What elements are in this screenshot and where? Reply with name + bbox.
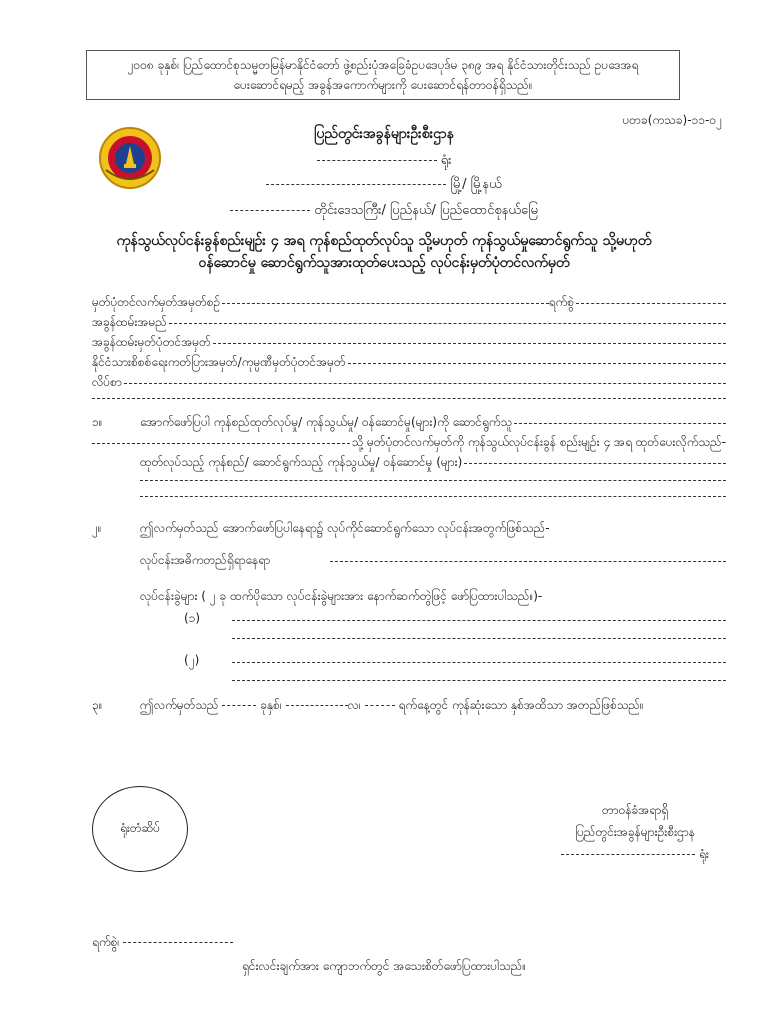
para1-text-3: ထုတ်လုပ်သည့် ကုန်စည်/ ဆောင်ရွက်သည့် ကုန်သွယ်မှု/ ဝန်ဆောင်မှု (များ)	[140, 455, 463, 469]
notice-line-1: ၂၀၀၈ ခုနှစ်၊ ပြည်ထောင်စုသမ္မတမြန်မာနိုင်ငံတော် ဖွဲ့စည်းပုံအခြေခံဥပဒေပုဒ်မ ၃၈၉ အရ နိုင်ငံသားတိုင်းသည် ဥပဒေအရ	[127, 58, 639, 72]
township-suffix: မြို့/ မြို့နယ်	[450, 177, 502, 192]
office-blank[interactable]	[317, 160, 437, 161]
day-blank[interactable]	[365, 705, 395, 706]
cert-no-row	[92, 294, 726, 312]
office-seal	[92, 786, 188, 872]
month-blank[interactable]	[286, 705, 348, 706]
para1-line1	[140, 414, 726, 432]
nrc-label: နိုင်ငံသားစိစစ်ရေးကတ်ပြားအမှတ်/ကုမ္ပဏီမှတ်ပုံတင်အမှတ်	[92, 355, 346, 369]
cert-no-label: မှတ်ပုံတင်လက်မှတ်အမှတ်စဉ်	[92, 295, 221, 309]
signature-department: ပြည်တွင်းအခွန်များဦးစီးဌာန	[575, 825, 695, 839]
region-blank[interactable]	[230, 210, 310, 211]
cert-no-blank[interactable]	[222, 303, 548, 304]
para1-blank-2[interactable]	[92, 443, 350, 444]
branch-2-blank-1[interactable]	[232, 662, 726, 663]
department-name: ပြည်တွင်းအခွန်များဦးစီးဌာန	[314, 126, 454, 142]
para1-line3	[140, 454, 726, 472]
main-location-blank[interactable]	[330, 561, 726, 562]
region-suffix: တိုင်းဒေသကြီး/ ပြည်နယ်/ ပြည်ထောင်စုနယ်မြေ	[314, 203, 538, 218]
para2-text-1: ဤလက်မှတ်သည် အောက်ဖော်ပြပါနေရာ၌ လုပ်ကိုင်ဆောင်ရွက်သော လုပ်ငန်းအတွက်ဖြစ်သည်-	[140, 521, 550, 535]
validity-year-suffix: ခုနှစ်၊	[260, 698, 282, 712]
officer-title: တာဝန်ခံအရာရှိ	[601, 803, 669, 817]
taxpayer-name-label: အခွန်ထမ်းအမည်	[92, 315, 167, 329]
address-blank-2[interactable]	[92, 398, 726, 399]
title-line-1: ကုန်သွယ်လုပ်ငန်းခွန်စည်းမျဉ်း ၄ အရ ကုန်စည်ထုတ်လုပ်သူ သို့မဟုတ် ကုန်သွယ်မှုဆောင်ရွက်သူ သို့မဟုတ်	[116, 233, 652, 249]
branches-label: လုပ်ငန်းခွဲများ ( ၂ ခု ထက်ပိုသော လုပ်ငန်းခွဲများအား နောက်ဆက်တွဲဖြင့် ဖော်ပြထားပါသည်။)-	[140, 589, 543, 603]
office-line	[0, 152, 768, 171]
branch-1-blank-2[interactable]	[232, 638, 726, 639]
para1-text-2: သို့ မှတ်ပုံတင်လက်မှတ်ကို ကုန်သွယ်လုပ်ငန်းခွန် စည်းမျဉ်း ၄ အရ ထုတ်ပေးလိုက်သည်-	[351, 435, 726, 449]
certificate-title	[0, 230, 768, 274]
para1-text-1: အောက်ဖော်ပြပါ ကုန်စည်ထုတ်လုပ်မှု/ ကုန်သွယ်မှု/ ဝန်ဆောင်မှု(များ)ကို ဆောင်ရွက်သူ	[140, 415, 513, 429]
address-label: လိပ်စာ	[92, 375, 122, 389]
taxpayer-reg-label: အခွန်ထမ်းမှတ်ပုံတင်အမှတ်	[92, 335, 211, 349]
office-suffix: ရုံး	[440, 153, 452, 168]
para1-blank-1[interactable]	[514, 423, 726, 424]
footer-note: ရှင်းလင်းချက်အား ကျောဘက်တွင် အသေးစိတ်ဖော်ပြထားပါသည်။	[242, 959, 526, 973]
date-label: ရက်စွဲ	[548, 295, 574, 309]
para1-blank-4[interactable]	[140, 480, 726, 481]
para2-number: ၂။	[92, 521, 102, 535]
signature-office-line	[540, 846, 730, 864]
signature-office-suffix: ရုံး	[698, 847, 709, 861]
tax-duty-notice	[86, 50, 680, 100]
signature-office-blank[interactable]	[561, 854, 695, 855]
taxpayer-name-blank[interactable]	[169, 323, 726, 324]
validity-text-2: ရက်နေ့တွင် ကုန်ဆုံးသော နှစ်အထိသာ အတည်ဖြစ်သည်။	[398, 698, 644, 712]
nrc-blank[interactable]	[348, 363, 726, 364]
date-blank[interactable]	[576, 303, 726, 304]
taxpayer-reg-blank[interactable]	[213, 343, 726, 344]
para1-blank-5[interactable]	[140, 496, 726, 497]
branch-2-blank-2[interactable]	[232, 680, 726, 681]
form-ref-code: ပတခ(ကသခ)-၁၁-၀၂	[622, 113, 722, 127]
region-line	[0, 202, 768, 221]
para1-line2	[92, 434, 726, 452]
validity-text-1: ဤလက်မှတ်သည်	[140, 698, 219, 712]
para1-blank-3[interactable]	[464, 463, 726, 464]
taxpayer-reg-row	[92, 334, 726, 352]
township-blank[interactable]	[266, 184, 446, 185]
taxpayer-name-row	[92, 314, 726, 332]
footer-date-blank[interactable]	[123, 942, 233, 943]
notice-line-2: ပေးဆောင်ရမည့် အခွန်အကောက်များကို ပေးဆောင်ရန်တာဝန်ရှိသည်။	[233, 78, 533, 92]
township-line	[0, 176, 768, 195]
year-blank[interactable]	[222, 705, 256, 706]
footer-date-label: ရက်စွဲ၊	[92, 935, 120, 949]
branch-1-blank-1[interactable]	[232, 620, 726, 621]
para3-number: ၃။	[92, 698, 103, 712]
branch-item-2: (၂)	[184, 653, 200, 667]
validity-line	[140, 697, 644, 715]
main-location-label: လုပ်ငန်းအဓိကတည်ရှိရာနေရာ	[140, 553, 271, 567]
footer-date-line	[92, 934, 233, 952]
address-row	[92, 374, 726, 392]
para1-number: ၁။	[92, 415, 103, 429]
nrc-row	[92, 354, 726, 372]
address-blank[interactable]	[124, 383, 726, 384]
title-line-2: ဝန်ဆောင်မှု ဆောင်ရွက်သူအားထုတ်ပေးသည့် လုပ်ငန်းမှတ်ပုံတင်လက်မှတ်	[198, 255, 570, 271]
branch-item-1: (၁)	[184, 611, 201, 625]
validity-month-suffix: လ၊	[347, 698, 361, 712]
seal-label: ရုံးတံဆိပ်	[119, 821, 161, 835]
